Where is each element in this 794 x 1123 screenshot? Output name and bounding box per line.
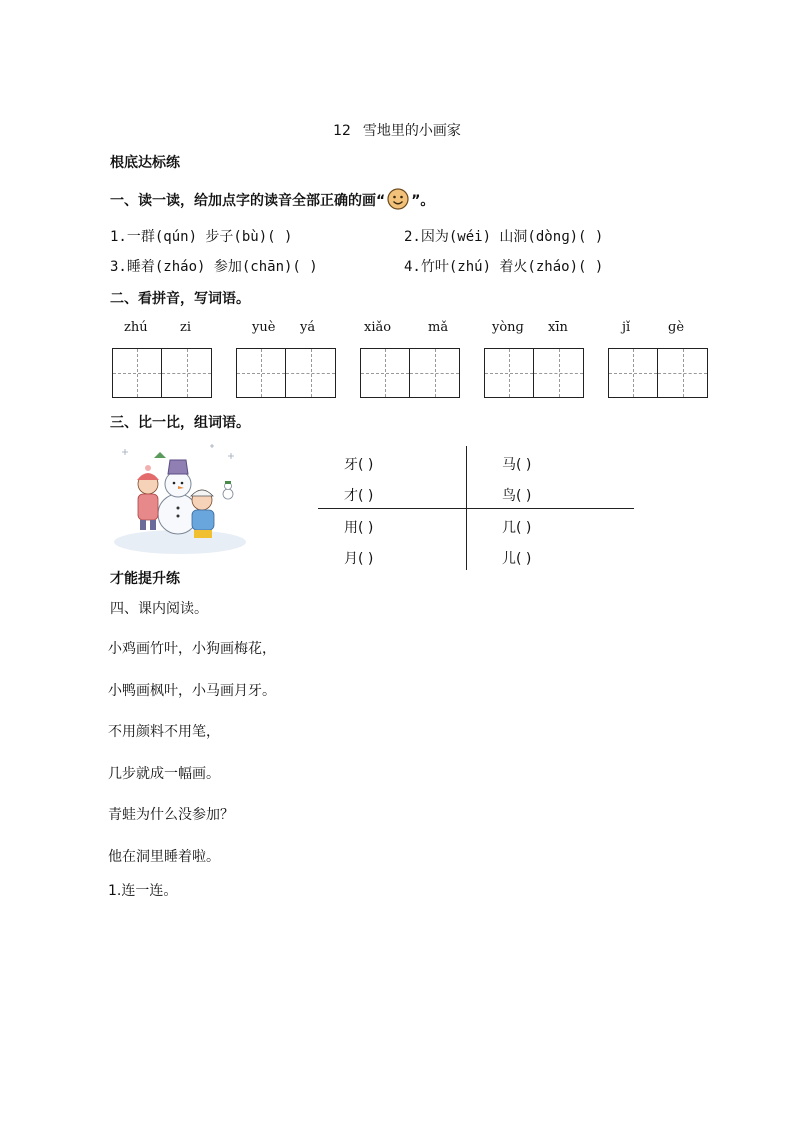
pinyin-5b: ɡè [668,320,685,335]
writing-cell[interactable] [237,349,286,397]
compare-item-ma: 马( ) [502,457,532,473]
pinyin-4b: xīn [548,320,568,335]
pinyin-3a: xiǎo [364,320,392,335]
snowman-children-illustration [110,438,250,556]
page-title [0,120,794,140]
compare-item-er: 儿( ) [502,551,532,567]
q1-prompt-after: ”。 [411,193,435,209]
pinyin-4a: yònɡ [492,320,524,335]
pinyin-1a: zhú [124,320,148,335]
q4-sub-1: 1.连一连。 [108,883,178,899]
writing-cell[interactable] [658,349,707,397]
pinyin-2a: yuè [252,320,276,335]
pinyin-5a: jǐ [622,320,631,335]
writing-cell[interactable] [534,349,583,397]
pinyin-2b: yá [300,320,316,335]
pinyin-3b: mǎ [428,320,449,335]
compare-item-ji: 几( ) [502,520,532,536]
q1-item-2: 2.因为(wéi) 山洞(dònɡ)( ) [404,229,604,245]
compare-item-niao: 鸟( ) [502,488,532,504]
reading-line-5: 青蛙为什么没参加？ [108,807,234,823]
q1-prompt-before: 一、读一读，给加点字的读音全部正确的画“ [110,193,386,209]
compare-item-cai: 才( ) [344,488,374,504]
writing-cell[interactable] [410,349,459,397]
writing-box-1[interactable] [112,348,212,398]
writing-cell[interactable] [113,349,162,397]
q1-item-1: 1.一群(qún) 步子(bù)( ) [110,229,293,245]
compare-item-yong: 用( ) [344,520,374,536]
section-advanced-heading: 才能提升练 [110,571,180,587]
reading-line-4: 几步就成一幅画。 [108,766,220,782]
writing-box-2[interactable] [236,348,336,398]
lesson-title: 雪地里的小画家 [362,123,461,139]
writing-cell[interactable] [361,349,410,397]
reading-line-1: 小鸡画竹叶，小狗画梅花， [108,641,276,657]
pinyin-1b: zi [180,320,192,335]
section-basic-heading: 根底达标练 [110,155,180,171]
divider-horizontal [318,508,634,509]
writing-cell[interactable] [286,349,335,397]
q1-item-3: 3.睡着(zháo) 参加(chān)( ) [110,259,318,275]
writing-box-5[interactable] [608,348,708,398]
compare-item-yue: 月( ) [344,551,374,567]
writing-cell[interactable] [609,349,658,397]
writing-cell[interactable] [162,349,211,397]
reading-line-2: 小鸭画枫叶，小马画月牙。 [108,683,276,699]
reading-line-6: 他在洞里睡着啦。 [108,849,220,865]
q1-prompt [110,190,434,210]
compare-item-ya: 牙( ) [344,457,374,473]
writing-cell[interactable] [485,349,534,397]
q1-item-4: 4.竹叶(zhú) 着火(zháo)( ) [404,259,604,275]
smiley-face-icon [387,188,409,210]
writing-box-3[interactable] [360,348,460,398]
q2-prompt: 二、看拼音，写词语。 [110,291,250,307]
writing-box-4[interactable] [484,348,584,398]
lesson-number: 12 [333,123,351,139]
reading-line-3: 不用颜料不用笔， [108,724,220,740]
q4-prompt: 四、课内阅读。 [110,601,208,617]
q3-prompt: 三、比一比，组词语。 [110,415,250,431]
